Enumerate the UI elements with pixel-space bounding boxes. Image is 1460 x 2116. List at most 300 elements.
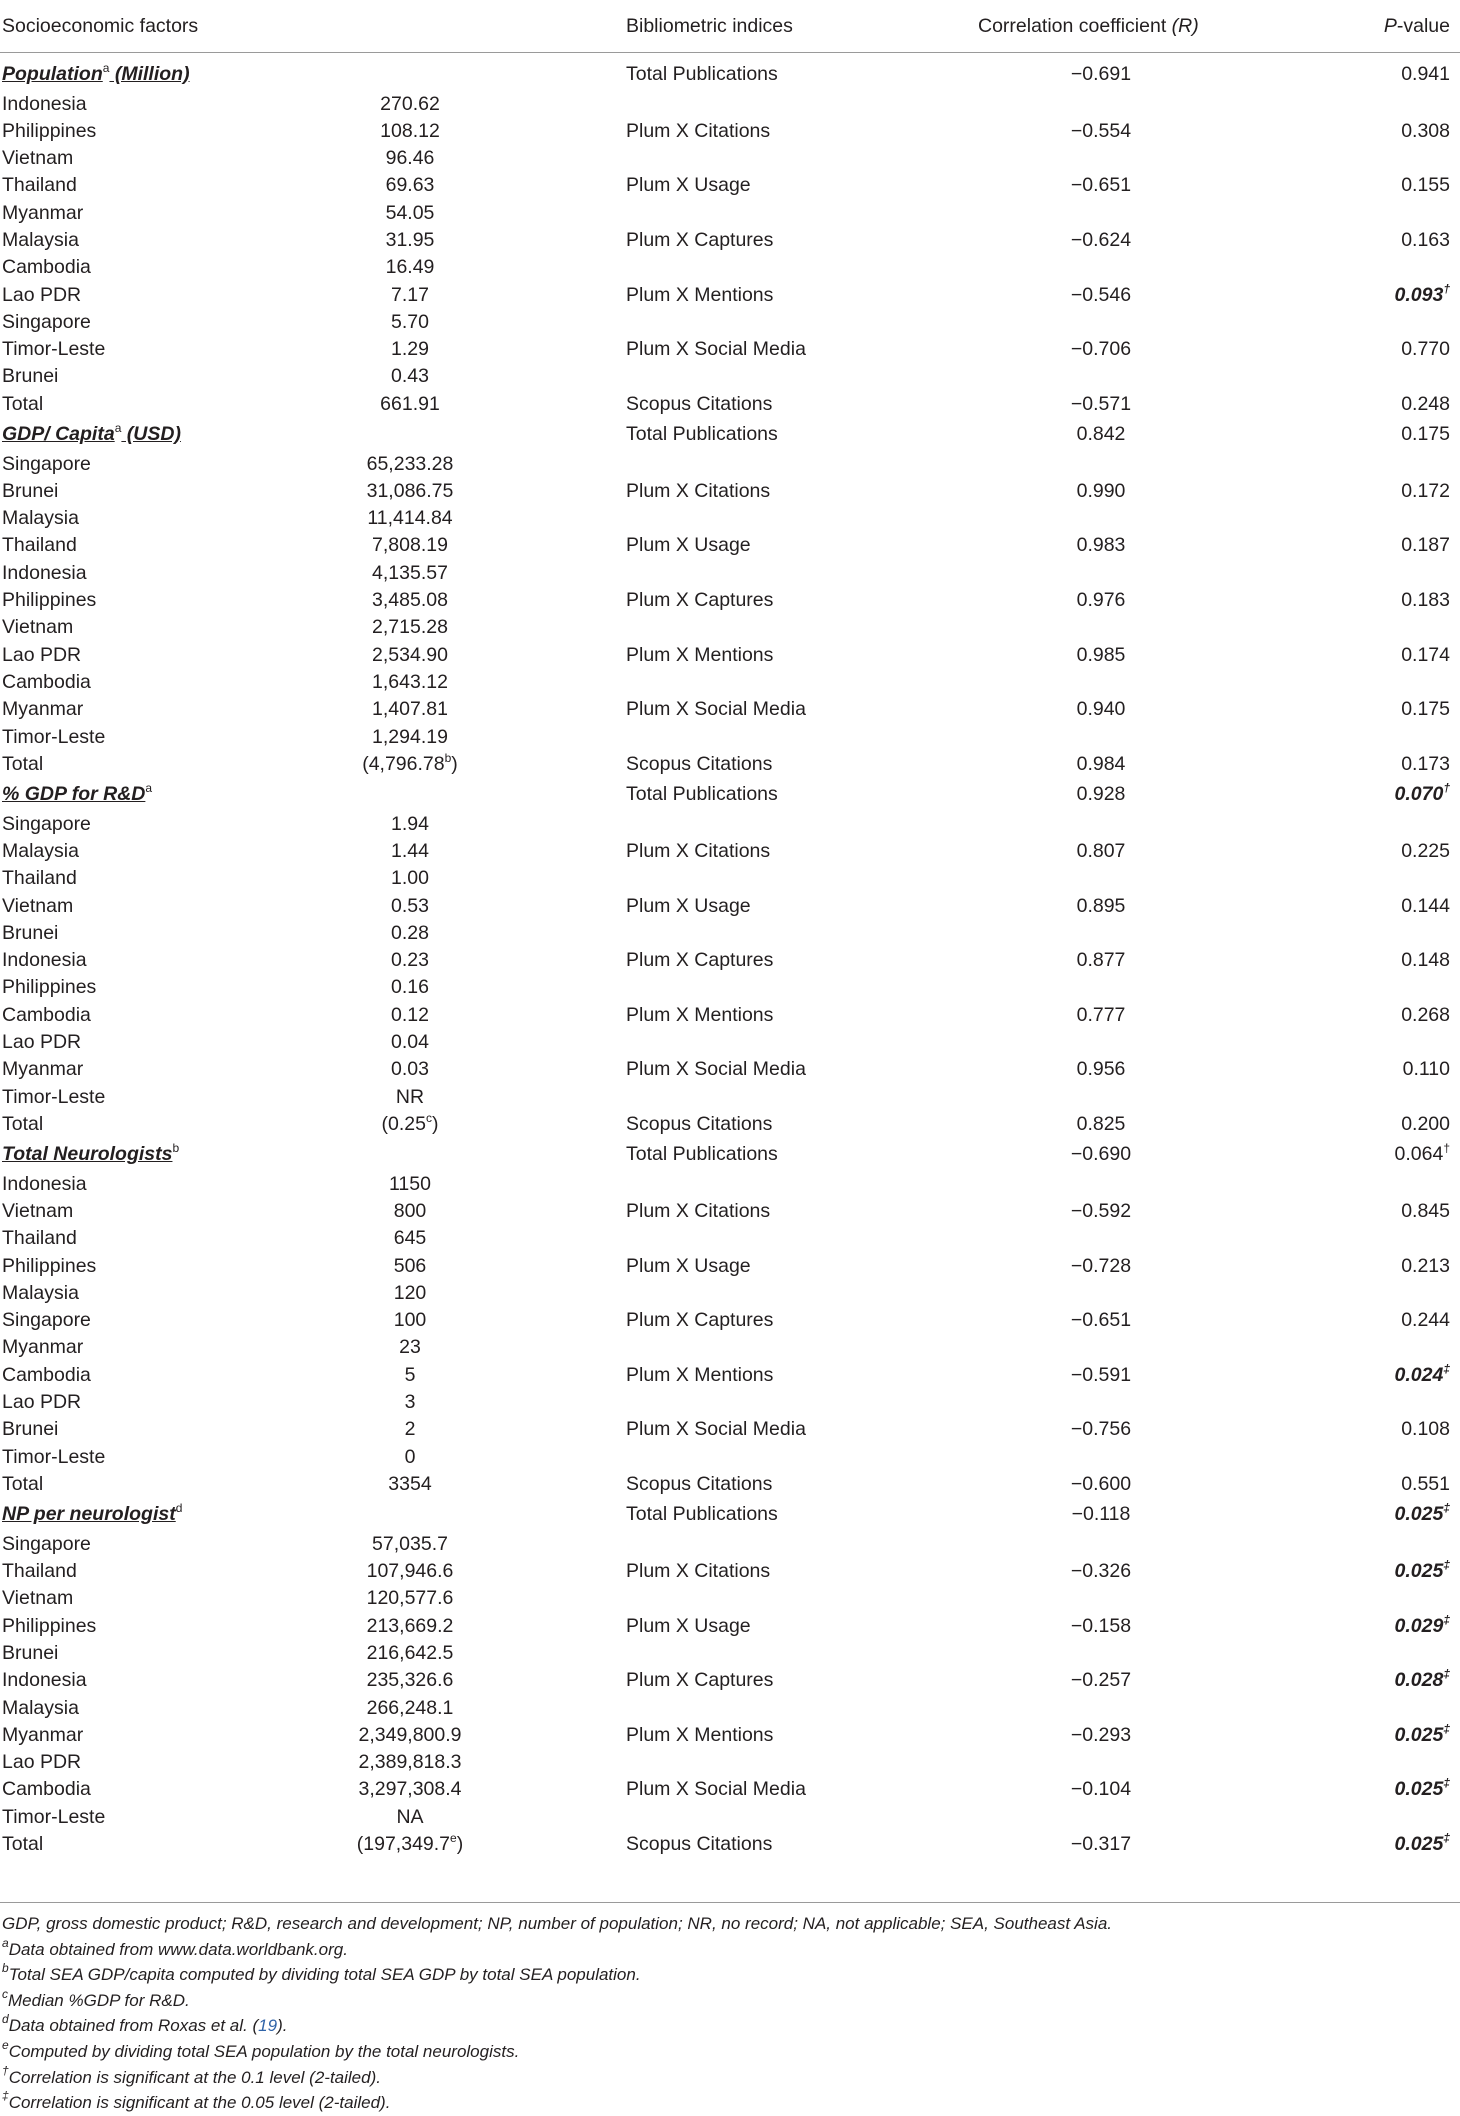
country-name: Malaysia bbox=[2, 228, 79, 251]
p-value-text: 0.941 bbox=[1401, 63, 1450, 85]
section-title-sup: b bbox=[172, 1141, 180, 1156]
significance-mark: † bbox=[1443, 781, 1450, 796]
p-value bbox=[1401, 1416, 1450, 1443]
section-title bbox=[2, 58, 190, 91]
footnote-mark: b bbox=[2, 1961, 9, 1976]
section-title-sup: a bbox=[114, 421, 122, 436]
table-row bbox=[0, 1695, 1460, 1722]
correlation-coefficient: 0.842 bbox=[1076, 423, 1126, 446]
significance-mark: † bbox=[1443, 281, 1450, 296]
p-value-text: 0.200 bbox=[1401, 1112, 1450, 1135]
factor-value-text: 108.12 bbox=[380, 119, 440, 142]
table-row bbox=[0, 1002, 1460, 1029]
section-title-text: Population bbox=[2, 63, 103, 85]
p-value-text: 0.025 bbox=[1394, 1833, 1444, 1856]
country-name: Timor-Leste bbox=[2, 725, 106, 748]
header-correlation: Correlation coefficient (R) bbox=[978, 15, 1199, 37]
footnote bbox=[2, 2090, 1460, 2116]
bibliometric-index: Plum X Usage bbox=[626, 1254, 751, 1277]
country-name: Philippines bbox=[2, 976, 97, 999]
p-value bbox=[1401, 947, 1450, 974]
country-name: Thailand bbox=[2, 174, 77, 197]
country-name: Timor-Leste bbox=[2, 338, 106, 361]
p-value bbox=[1401, 391, 1450, 418]
footnote bbox=[2, 1988, 1460, 2014]
factor-value-text: 7.17 bbox=[391, 283, 429, 306]
table-row bbox=[0, 893, 1460, 920]
country-name: Timor-Leste bbox=[2, 1085, 106, 1108]
footnote bbox=[2, 1937, 1460, 1963]
factor-value-text: 120 bbox=[393, 1281, 427, 1304]
p-value bbox=[1401, 587, 1450, 614]
p-value-text: 0.064 bbox=[1394, 1143, 1444, 1166]
correlation-coefficient: −0.600 bbox=[1070, 1472, 1132, 1495]
factor-value-text: 3,297,308.4 bbox=[358, 1778, 462, 1801]
table-row bbox=[0, 1444, 1460, 1471]
section-title-sup: a bbox=[102, 61, 110, 75]
p-value bbox=[1395, 1722, 1451, 1749]
p-value bbox=[1401, 1307, 1450, 1334]
table-row bbox=[0, 363, 1460, 390]
table-row bbox=[0, 811, 1460, 838]
p-value bbox=[1401, 172, 1450, 199]
p-value-text: 0.148 bbox=[1401, 949, 1450, 972]
p-value bbox=[1395, 1138, 1451, 1171]
table-row bbox=[0, 1722, 1460, 1749]
bibliometric-index: Plum X Citations bbox=[626, 119, 771, 142]
table-row bbox=[0, 1307, 1460, 1334]
factor-value bbox=[367, 1667, 454, 1694]
table-row bbox=[0, 614, 1460, 641]
correlation-coefficient: 0.940 bbox=[1076, 698, 1126, 721]
section-header-row bbox=[0, 778, 1460, 811]
table-row bbox=[0, 227, 1460, 254]
bibliometric-index: Plum X Captures bbox=[626, 589, 774, 612]
factor-value-text: 2,389,818.3 bbox=[358, 1751, 462, 1774]
p-value-text: 0.248 bbox=[1401, 392, 1450, 415]
country-name: Singapore bbox=[2, 310, 91, 333]
footnote-text-after: ). bbox=[277, 2016, 288, 2036]
bibliometric-index: Plum X Social Media bbox=[626, 698, 806, 721]
table-row bbox=[0, 145, 1460, 172]
factor-value-text: (0.25 bbox=[381, 1112, 426, 1135]
factor-value bbox=[391, 1056, 429, 1083]
table-row bbox=[0, 642, 1460, 669]
p-value bbox=[1395, 1613, 1451, 1640]
country-name: Vietnam bbox=[2, 1199, 74, 1222]
country-name: Total bbox=[2, 752, 44, 775]
correlation-coefficient: −0.592 bbox=[1070, 1199, 1132, 1222]
table-row bbox=[0, 1362, 1460, 1389]
table-row bbox=[0, 560, 1460, 587]
country-name: Myanmar bbox=[2, 698, 84, 721]
factor-value bbox=[396, 1804, 423, 1831]
table-header bbox=[0, 0, 1460, 53]
footnote-text: Median %GDP for R&D. bbox=[8, 1990, 190, 2010]
factor-value bbox=[372, 669, 448, 696]
factor-value-text: 1,643.12 bbox=[372, 670, 448, 693]
significance-mark: ‡ bbox=[1443, 1612, 1450, 1627]
factor-value-text: 3354 bbox=[388, 1472, 432, 1495]
factor-value-text: 2,534.90 bbox=[372, 643, 448, 666]
p-value-text: 0.172 bbox=[1401, 479, 1450, 502]
section-title-text: % GDP for R&D bbox=[2, 783, 146, 806]
table-row bbox=[0, 724, 1460, 751]
p-value bbox=[1401, 532, 1450, 559]
factor-value bbox=[394, 1253, 427, 1280]
country-name: Indonesia bbox=[2, 561, 87, 584]
factor-value bbox=[372, 587, 448, 614]
p-value bbox=[1401, 1198, 1450, 1225]
factor-value-text: 270.62 bbox=[380, 92, 440, 115]
factor-value bbox=[391, 363, 429, 390]
significance-mark: ‡ bbox=[1443, 1361, 1450, 1376]
bibliometric-index: Plum X Captures bbox=[626, 949, 774, 972]
factor-value bbox=[372, 642, 448, 669]
bibliometric-index: Scopus Citations bbox=[626, 1833, 773, 1856]
table-row bbox=[0, 865, 1460, 892]
table-row bbox=[0, 1253, 1460, 1280]
factor-value-text: 0.04 bbox=[391, 1031, 429, 1053]
p-value-text: 0.175 bbox=[1401, 423, 1450, 446]
factor-value-text: NR bbox=[395, 1085, 425, 1108]
factor-value-text: 0.43 bbox=[391, 365, 429, 388]
p-value-text: 0.174 bbox=[1401, 643, 1450, 666]
country-name: Myanmar bbox=[2, 1058, 84, 1081]
section-header-row bbox=[0, 1498, 1460, 1531]
country-name: Philippines bbox=[2, 589, 97, 612]
country-name: Malaysia bbox=[2, 507, 79, 530]
footnote-text: Correlation is significant at the 0.05 level (2-tailed). bbox=[8, 2093, 391, 2113]
p-value-text: 0.175 bbox=[1401, 698, 1450, 721]
p-value-text: 0.025 bbox=[1394, 1778, 1444, 1801]
factor-value-text: 0.16 bbox=[391, 976, 429, 999]
correlation-coefficient: 0.985 bbox=[1076, 643, 1126, 666]
section-title-suffix: (USD) bbox=[121, 423, 181, 446]
table-row bbox=[0, 505, 1460, 532]
table-row bbox=[0, 282, 1460, 309]
country-name: Vietnam bbox=[2, 147, 74, 170]
country-name: Lao PDR bbox=[2, 283, 82, 306]
table-row bbox=[0, 118, 1460, 145]
factor-value bbox=[380, 118, 440, 145]
table-row bbox=[0, 587, 1460, 614]
country-name: Cambodia bbox=[2, 1778, 91, 1801]
table-row bbox=[0, 532, 1460, 559]
factor-value bbox=[372, 696, 448, 723]
factor-value-text: 1,407.81 bbox=[372, 698, 448, 721]
factor-value-text: 645 bbox=[393, 1227, 427, 1250]
factor-value bbox=[367, 451, 454, 478]
correlation-coefficient: −0.257 bbox=[1070, 1669, 1132, 1692]
table-row bbox=[0, 1280, 1460, 1307]
correlation-coefficient: −0.317 bbox=[1070, 1833, 1132, 1856]
country-name: Cambodia bbox=[2, 1363, 91, 1386]
significance-mark: ‡ bbox=[1443, 1501, 1450, 1516]
country-name: Myanmar bbox=[2, 1336, 84, 1359]
bibliometric-index: Total Publications bbox=[626, 783, 778, 806]
table-row bbox=[0, 172, 1460, 199]
factor-value-text: 1150 bbox=[389, 1172, 431, 1195]
factor-value bbox=[367, 478, 454, 505]
country-name: Vietnam bbox=[2, 616, 74, 639]
bibliometric-index: Plum X Social Media bbox=[626, 1058, 806, 1081]
footnote-mark: † bbox=[2, 2063, 9, 2078]
p-value-text: 0.025 bbox=[1394, 1503, 1444, 1526]
correlation-coefficient: −0.691 bbox=[1070, 63, 1132, 85]
correlation-coefficient: −0.546 bbox=[1070, 283, 1132, 306]
factor-value-text: 661.91 bbox=[380, 392, 440, 415]
factor-value bbox=[388, 1471, 431, 1498]
table-row bbox=[0, 1334, 1460, 1361]
factor-value bbox=[391, 920, 429, 947]
bibliometric-index: Plum X Usage bbox=[626, 894, 751, 917]
bibliometric-index: Total Publications bbox=[626, 423, 778, 446]
factor-value bbox=[394, 1307, 427, 1334]
bibliometric-index: Scopus Citations bbox=[626, 752, 773, 775]
header-bibliometric: Bibliometric indices bbox=[626, 15, 793, 37]
correlation-coefficient: −0.756 bbox=[1070, 1418, 1132, 1441]
p-value bbox=[1401, 1002, 1450, 1029]
factor-value bbox=[367, 1558, 454, 1585]
factor-value bbox=[367, 1640, 454, 1667]
factor-value bbox=[399, 1334, 421, 1361]
section-header-row bbox=[0, 58, 1460, 91]
p-value bbox=[1395, 1558, 1451, 1585]
section-title bbox=[2, 418, 181, 451]
factor-value bbox=[391, 838, 429, 865]
p-value bbox=[1401, 751, 1450, 778]
bibliometric-index: Plum X Usage bbox=[626, 1614, 751, 1637]
bibliometric-index: Plum X Social Media bbox=[626, 338, 806, 361]
bibliometric-index: Plum X Citations bbox=[626, 1199, 771, 1222]
correlation-coefficient: 0.990 bbox=[1076, 479, 1126, 502]
bibliometric-index: Plum X Captures bbox=[626, 228, 774, 251]
footnote bbox=[2, 1962, 1460, 1988]
factor-value-text: 235,326.6 bbox=[366, 1669, 454, 1692]
section-title bbox=[2, 778, 152, 811]
table-row bbox=[0, 1056, 1460, 1083]
correlation-coefficient: −0.158 bbox=[1070, 1614, 1132, 1637]
factor-value bbox=[358, 1776, 461, 1803]
p-value-text: 0.173 bbox=[1401, 752, 1450, 775]
factor-value bbox=[367, 1695, 454, 1722]
p-value-text: 0.845 bbox=[1401, 1199, 1450, 1222]
correlation-coefficient: −0.651 bbox=[1070, 174, 1132, 197]
p-value-text: 0.108 bbox=[1401, 1418, 1450, 1441]
p-value-text: 0.070 bbox=[1394, 783, 1444, 806]
table-row bbox=[0, 1198, 1460, 1225]
table-row bbox=[0, 336, 1460, 363]
p-value-text: 0.268 bbox=[1401, 1003, 1450, 1026]
table-row bbox=[0, 920, 1460, 947]
factor-value bbox=[372, 532, 448, 559]
p-value-text: 0.163 bbox=[1401, 228, 1450, 251]
correlation-coefficient: 0.928 bbox=[1076, 783, 1126, 806]
p-value bbox=[1395, 282, 1451, 309]
bibliometric-index: Plum X Mentions bbox=[626, 1723, 774, 1746]
correlation-coefficient: 0.825 bbox=[1076, 1112, 1126, 1135]
table-row bbox=[0, 1585, 1460, 1612]
country-name: Philippines bbox=[2, 1254, 97, 1277]
factor-value-text: 23 bbox=[399, 1336, 421, 1359]
country-name: Malaysia bbox=[2, 1696, 79, 1719]
country-name: Lao PDR bbox=[2, 1031, 82, 1053]
country-name: Cambodia bbox=[2, 670, 91, 693]
factor-value bbox=[391, 974, 429, 1001]
bibliometric-index: Total Publications bbox=[626, 1143, 778, 1166]
header-pvalue: P-value bbox=[1383, 15, 1450, 37]
p-value-text: 0.187 bbox=[1401, 534, 1450, 557]
table-row bbox=[0, 838, 1460, 865]
section-title-text: NP per neurologist bbox=[2, 1503, 176, 1526]
country-name: Singapore bbox=[2, 812, 91, 835]
factor-value-text: 0.12 bbox=[391, 1003, 429, 1026]
p-value bbox=[1401, 838, 1450, 865]
factor-value bbox=[396, 1084, 424, 1111]
table-row bbox=[0, 1416, 1460, 1443]
factor-value bbox=[357, 1831, 463, 1858]
p-value-text: 0.244 bbox=[1401, 1309, 1450, 1332]
p-value bbox=[1401, 418, 1450, 451]
country-name: Lao PDR bbox=[2, 1391, 82, 1414]
table-row bbox=[0, 1749, 1460, 1776]
p-value bbox=[1401, 1253, 1450, 1280]
bibliometric-index: Scopus Citations bbox=[626, 1112, 773, 1135]
footnote-text: Total SEA GDP/capita computed by dividing total SEA GDP by total SEA population. bbox=[8, 1965, 641, 1985]
factor-value bbox=[362, 751, 458, 778]
p-value bbox=[1401, 227, 1450, 254]
country-name: Brunei bbox=[2, 365, 59, 388]
bibliometric-index: Plum X Citations bbox=[626, 479, 771, 502]
table-row bbox=[0, 1111, 1460, 1138]
table-row bbox=[0, 696, 1460, 723]
p-value bbox=[1403, 1056, 1450, 1083]
p-value-text: 0.213 bbox=[1401, 1254, 1450, 1277]
section-title-sup: a bbox=[145, 781, 153, 796]
country-name: Indonesia bbox=[2, 92, 87, 115]
factor-value-text: 1,294.19 bbox=[372, 725, 448, 748]
table-row bbox=[0, 478, 1460, 505]
factor-value bbox=[372, 724, 448, 751]
p-value bbox=[1401, 893, 1450, 920]
table-row bbox=[0, 1531, 1460, 1558]
factor-value-sup: c bbox=[425, 1110, 432, 1125]
p-value-text: 0.225 bbox=[1401, 839, 1450, 862]
factor-value bbox=[372, 614, 448, 641]
table-row bbox=[0, 1389, 1460, 1416]
p-value bbox=[1401, 1111, 1450, 1138]
table-body bbox=[0, 58, 1460, 1858]
country-name: Timor-Leste bbox=[2, 1445, 106, 1468]
country-name: Myanmar bbox=[2, 1723, 84, 1746]
footnote-abbreviations: GDP, gross domestic product; R&D, research and development; NP, number of population; NR, no record; NA, not applicable; SEA, Southeast Asia. bbox=[2, 1914, 1112, 1933]
footnote-mark: ‡ bbox=[2, 2089, 9, 2104]
factor-value-text: 5.70 bbox=[391, 310, 429, 333]
p-value bbox=[1401, 118, 1450, 145]
table-row bbox=[0, 91, 1460, 118]
p-value bbox=[1395, 778, 1451, 811]
footnote-text: Computed by dividing total SEA population by the total neurologists. bbox=[8, 2041, 520, 2061]
factor-value-text: 31.95 bbox=[385, 228, 435, 251]
factor-value-close: ) bbox=[456, 1833, 464, 1856]
table-row bbox=[0, 947, 1460, 974]
table-row bbox=[0, 974, 1460, 1001]
table-footnotes bbox=[0, 1902, 1460, 2116]
significance-mark: ‡ bbox=[1443, 1831, 1450, 1846]
p-value bbox=[1395, 1776, 1451, 1803]
table-row bbox=[0, 669, 1460, 696]
country-name: Philippines bbox=[2, 119, 97, 142]
correlation-coefficient: 0.984 bbox=[1076, 752, 1126, 775]
correlation-coefficient: −0.571 bbox=[1070, 392, 1132, 415]
correlation-coefficient: 0.976 bbox=[1076, 589, 1126, 612]
factor-value-text: 3 bbox=[404, 1391, 416, 1414]
factor-value bbox=[394, 1198, 427, 1225]
factor-value-text: (4,796.78 bbox=[362, 752, 445, 775]
p-value bbox=[1395, 1362, 1451, 1389]
factor-value bbox=[372, 1531, 448, 1558]
country-name: Myanmar bbox=[2, 201, 84, 224]
p-value bbox=[1395, 1831, 1451, 1858]
footnote-text: Data obtained from www.data.worldbank.org. bbox=[8, 1939, 348, 1959]
table-row bbox=[0, 1471, 1460, 1498]
table-row bbox=[0, 1225, 1460, 1252]
factor-value-text: 266,248.1 bbox=[366, 1696, 454, 1719]
correlation-coefficient: −0.104 bbox=[1070, 1778, 1132, 1801]
country-name: Brunei bbox=[2, 921, 59, 944]
factor-value-text: 1.29 bbox=[391, 338, 429, 361]
factor-value-text: 16.49 bbox=[385, 256, 435, 279]
factor-value-text: 0 bbox=[404, 1445, 416, 1468]
factor-value-text: 1.44 bbox=[391, 839, 429, 862]
factor-value-text: 5 bbox=[404, 1363, 416, 1386]
table-row bbox=[0, 200, 1460, 227]
table-row bbox=[0, 1640, 1460, 1667]
correlation-coefficient: 0.983 bbox=[1076, 534, 1126, 557]
bibliometric-index: Plum X Usage bbox=[626, 534, 751, 557]
factor-value-text: 57,035.7 bbox=[372, 1532, 448, 1555]
bibliometric-index: Plum X Mentions bbox=[626, 1363, 774, 1386]
table-row bbox=[0, 1084, 1460, 1111]
section-header-row bbox=[0, 418, 1460, 451]
country-name: Lao PDR bbox=[2, 1751, 82, 1774]
factor-value bbox=[389, 1171, 431, 1198]
factor-value-text: 2,349,800.9 bbox=[358, 1723, 462, 1746]
factor-value-text: 1.00 bbox=[391, 867, 429, 890]
p-value-text: 0.110 bbox=[1402, 1058, 1450, 1081]
table-row bbox=[0, 391, 1460, 418]
factor-value bbox=[386, 172, 435, 199]
correlation-coefficient: 0.956 bbox=[1076, 1058, 1126, 1081]
correlation-coefficient: −0.706 bbox=[1070, 338, 1132, 361]
country-name: Cambodia bbox=[2, 1003, 91, 1026]
factor-value-text: 54.05 bbox=[385, 201, 435, 224]
factor-value bbox=[391, 1029, 429, 1056]
section-header-row bbox=[0, 1138, 1460, 1171]
p-value bbox=[1401, 696, 1450, 723]
p-value-text: 0.093 bbox=[1394, 283, 1444, 306]
reference-link: 19 bbox=[258, 2016, 278, 2036]
factor-value-text: 31,086.75 bbox=[366, 479, 454, 502]
bibliometric-index: Plum X Usage bbox=[626, 174, 751, 197]
country-name: Vietnam bbox=[2, 1587, 74, 1610]
p-value-text: 0.029 bbox=[1394, 1614, 1444, 1637]
factor-value-text: 506 bbox=[393, 1254, 427, 1277]
bibliometric-index: Total Publications bbox=[626, 1503, 778, 1526]
table-row bbox=[0, 751, 1460, 778]
factor-value-text: 7,808.19 bbox=[372, 534, 448, 557]
